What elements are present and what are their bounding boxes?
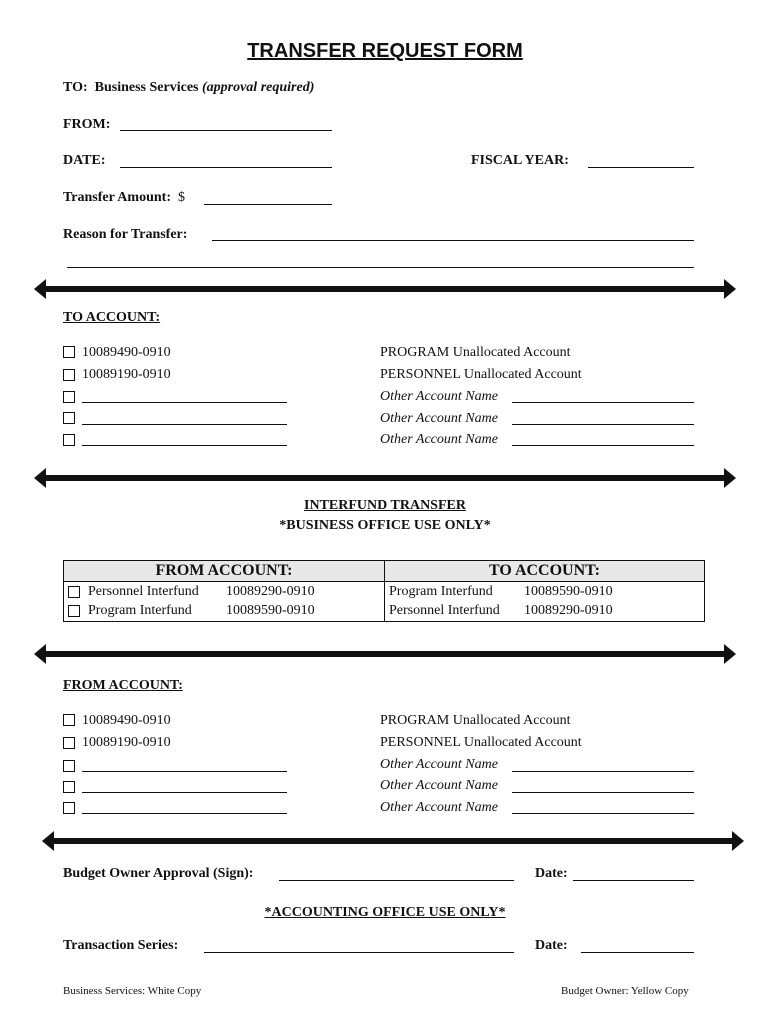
- divider-arrow-icon: [34, 467, 736, 489]
- divider-arrow-icon: [42, 830, 744, 852]
- to-account-checkbox-5[interactable]: [63, 434, 75, 446]
- amount-field[interactable]: [204, 204, 332, 205]
- interfund-from-header: FROM ACCOUNT:: [64, 561, 385, 582]
- from-account-name-3: Other Account Name: [380, 757, 498, 772]
- to-account-checkbox-1[interactable]: [63, 346, 75, 358]
- to-account-name-5: Other Account Name: [380, 432, 498, 447]
- from-label: FROM:: [63, 117, 111, 132]
- from-account-name-5: Other Account Name: [380, 800, 498, 815]
- divider-arrow-icon: [34, 643, 736, 665]
- interfund-to-header: TO ACCOUNT:: [385, 561, 705, 582]
- from-account-heading: FROM ACCOUNT:: [63, 678, 183, 693]
- to-account-number-field-5[interactable]: [82, 445, 287, 446]
- to-account-number-2: 10089190-0910: [82, 367, 171, 382]
- interfund-from-name: Program Interfund: [88, 603, 192, 619]
- from-account-checkbox-3[interactable]: [63, 760, 75, 772]
- from-account-name-1: PROGRAM Unallocated Account: [380, 713, 571, 728]
- table-row: [64, 602, 705, 622]
- to-account-name-3: Other Account Name: [380, 389, 498, 404]
- interfund-subheading: *BUSINESS OFFICE USE ONLY*: [279, 518, 491, 533]
- transaction-series-label: Transaction Series:: [63, 938, 179, 953]
- currency-symbol: $: [177, 190, 185, 205]
- fiscal-year-field[interactable]: [588, 167, 694, 168]
- transaction-date-field[interactable]: [581, 952, 694, 953]
- to-value: Business Services: [94, 80, 199, 95]
- approval-date-field[interactable]: [573, 880, 694, 881]
- to-account-number-1: 10089490-0910: [82, 345, 171, 360]
- from-account-number-field-3[interactable]: [82, 771, 287, 772]
- to-account-name-4: Other Account Name: [380, 411, 498, 426]
- transaction-date-label: Date:: [535, 938, 568, 953]
- interfund-from-number: 10089590-0910: [226, 603, 315, 619]
- page-title: TRANSFER REQUEST FORM: [247, 40, 523, 62]
- reason-label: Reason for Transfer:: [63, 227, 188, 242]
- to-account-name-2: PERSONNEL Unallocated Account: [380, 367, 582, 382]
- to-account-number-field-4[interactable]: [82, 424, 287, 425]
- budget-owner-label: Budget Owner Approval (Sign):: [63, 866, 254, 881]
- from-account-number-1: 10089490-0910: [82, 713, 171, 728]
- footer-left: Business Services: White Copy: [63, 985, 202, 997]
- interfund-checkbox-2[interactable]: [68, 605, 80, 617]
- fiscal-year-label: FISCAL YEAR:: [471, 153, 569, 168]
- footer-right: Budget Owner: Yellow Copy: [561, 985, 689, 997]
- to-note: (approval required): [201, 80, 315, 95]
- transaction-series-field[interactable]: [204, 952, 514, 953]
- from-account-checkbox-1[interactable]: [63, 714, 75, 726]
- to-account-checkbox-4[interactable]: [63, 412, 75, 424]
- from-account-number-field-5[interactable]: [82, 813, 287, 814]
- divider-arrow-icon: [34, 278, 736, 300]
- interfund-to-name: Program Interfund: [389, 583, 493, 599]
- from-account-checkbox-2[interactable]: [63, 737, 75, 749]
- interfund-to-name: Personnel Interfund: [389, 603, 500, 619]
- interfund-from-name: Personnel Interfund: [88, 583, 199, 599]
- from-account-name-2: PERSONNEL Unallocated Account: [380, 735, 582, 750]
- interfund-to-number: 10089290-0910: [524, 603, 613, 619]
- from-account-name-field-3[interactable]: [512, 771, 694, 772]
- date-label: DATE:: [63, 153, 106, 168]
- interfund-from-number: 10089290-0910: [226, 583, 315, 599]
- from-account-number-field-4[interactable]: [82, 792, 287, 793]
- from-account-name-4: Other Account Name: [380, 778, 498, 793]
- budget-owner-sign-field[interactable]: [279, 880, 514, 881]
- to-account-heading: TO ACCOUNT:: [63, 310, 161, 325]
- to-account-name-field-5[interactable]: [512, 445, 694, 446]
- to-account-name-field-3[interactable]: [512, 402, 694, 403]
- approval-date-label: Date:: [535, 866, 568, 881]
- from-account-checkbox-4[interactable]: [63, 781, 75, 793]
- from-account-number-2: 10089190-0910: [82, 735, 171, 750]
- from-field[interactable]: [120, 130, 332, 131]
- table-row: [64, 582, 705, 602]
- from-account-checkbox-5[interactable]: [63, 802, 75, 814]
- reason-field[interactable]: [212, 240, 694, 241]
- reason-field-2[interactable]: [67, 267, 694, 268]
- from-account-name-field-5[interactable]: [512, 813, 694, 814]
- accounting-heading: *ACCOUNTING OFFICE USE ONLY*: [264, 905, 506, 920]
- interfund-table: [63, 560, 705, 622]
- to-line: [63, 80, 314, 96]
- from-account-name-field-4[interactable]: [512, 792, 694, 793]
- to-account-checkbox-3[interactable]: [63, 391, 75, 403]
- to-label: TO:: [63, 80, 88, 95]
- interfund-heading: INTERFUND TRANSFER: [304, 498, 466, 513]
- interfund-to-number: 10089590-0910: [524, 583, 613, 599]
- to-account-checkbox-2[interactable]: [63, 369, 75, 381]
- to-account-number-field-3[interactable]: [82, 402, 287, 403]
- interfund-checkbox-1[interactable]: [68, 586, 80, 598]
- amount-line: [63, 190, 185, 206]
- amount-label: Transfer Amount:: [63, 190, 171, 205]
- to-account-name-field-4[interactable]: [512, 424, 694, 425]
- date-field[interactable]: [120, 167, 332, 168]
- to-account-name-1: PROGRAM Unallocated Account: [380, 345, 571, 360]
